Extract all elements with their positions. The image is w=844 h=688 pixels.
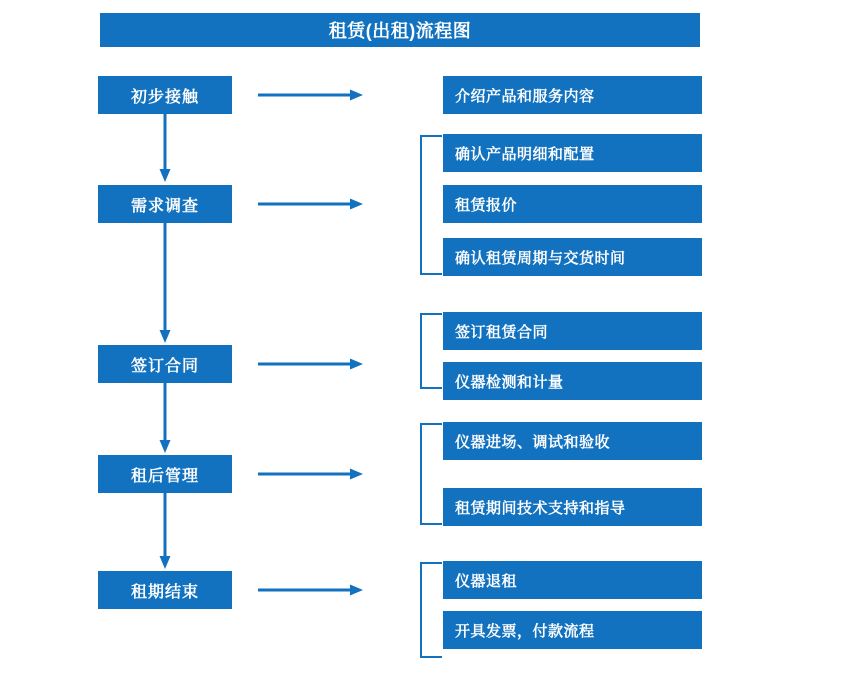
task-box: 仪器检测和计量 <box>443 362 702 400</box>
group-bracket <box>419 134 443 276</box>
page-title: 租赁(出租)流程图 <box>100 13 700 47</box>
task-box: 开具发票，付款流程 <box>443 611 702 649</box>
task-box: 租赁报价 <box>443 185 702 223</box>
arrow-contract-to-aftercare <box>159 383 171 453</box>
stage-box: 签订合同 <box>98 345 232 383</box>
task-box: 仪器退租 <box>443 561 702 599</box>
task-box: 确认租赁周期与交货时间 <box>443 238 702 276</box>
group-bracket <box>419 312 443 390</box>
stage-box: 需求调查 <box>98 185 232 223</box>
arrow-aftercare-to-end <box>159 493 171 569</box>
group-bracket <box>419 422 443 526</box>
task-box: 介绍产品和服务内容 <box>443 76 702 114</box>
arrow-survey-to-tasks <box>258 198 363 210</box>
arrow-aftercare-to-tasks <box>258 468 363 480</box>
task-box: 签订租赁合同 <box>443 312 702 350</box>
arrow-contact-to-intro <box>258 89 363 101</box>
arrow-contact-to-survey <box>159 114 171 182</box>
arrow-survey-to-contract <box>159 223 171 343</box>
stage-box: 初步接触 <box>98 76 232 114</box>
task-box: 租赁期间技术支持和指导 <box>443 488 702 526</box>
task-box: 仪器进场、调试和验收 <box>443 422 702 460</box>
stage-box: 租后管理 <box>98 455 232 493</box>
arrow-end-to-tasks <box>258 584 363 596</box>
group-bracket <box>419 561 443 659</box>
arrow-contract-to-tasks <box>258 358 363 370</box>
task-box: 确认产品明细和配置 <box>443 134 702 172</box>
stage-box: 租期结束 <box>98 571 232 609</box>
